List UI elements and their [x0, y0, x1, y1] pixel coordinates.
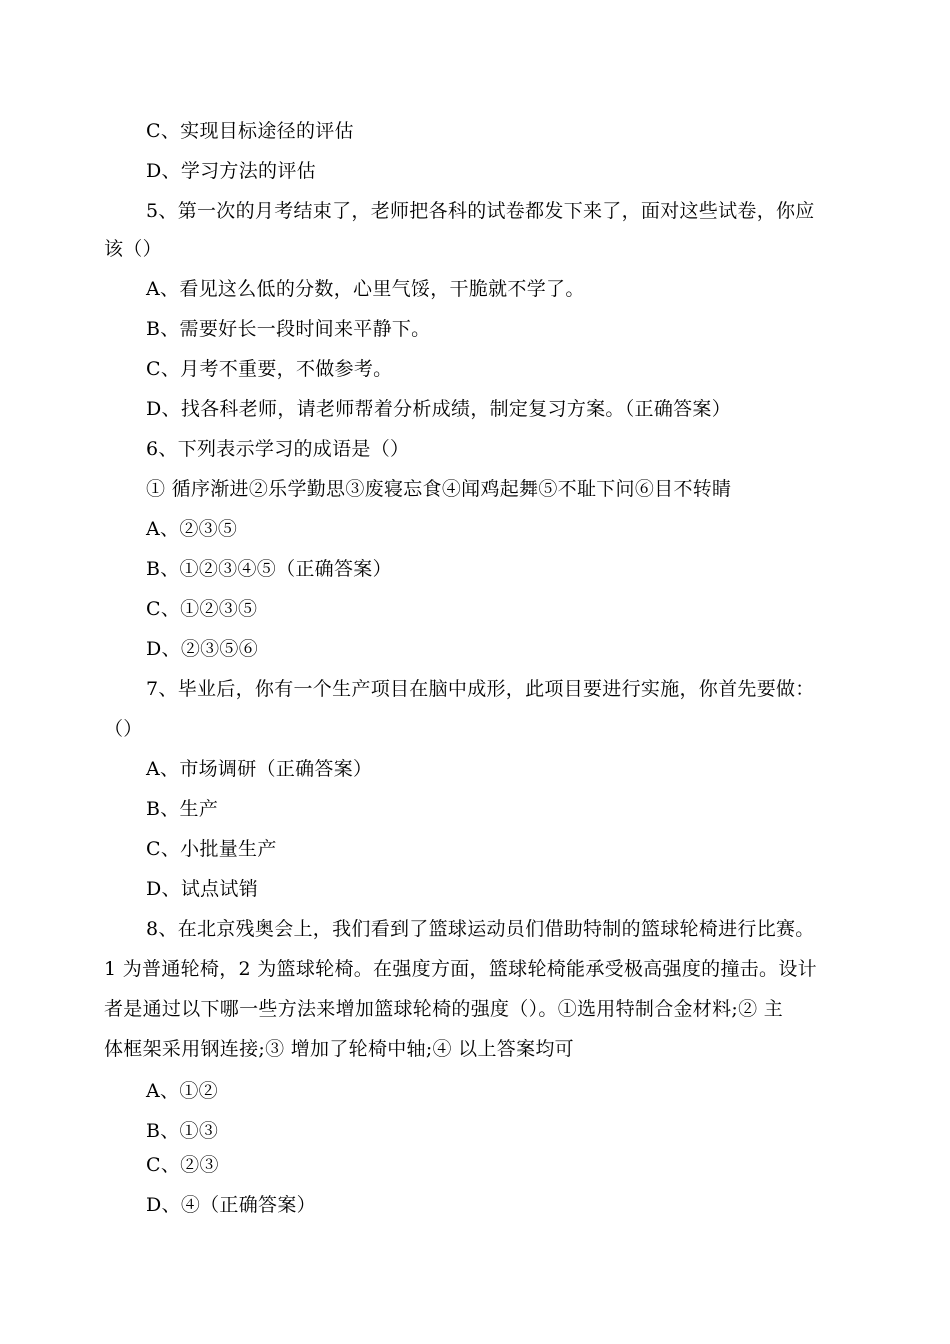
q6-option-d: D、②③⑤⑥: [146, 638, 259, 660]
q6-idiom-list: ① 循序渐进②乐学勤思③废寝忘食④闻鸡起舞⑤不耻下问⑥目不转睛: [146, 478, 732, 500]
q8-stem-line2: 1 为普通轮椅，2 为篮球轮椅。在强度方面，篮球轮椅能承受极高强度的撞击。设计: [104, 958, 817, 980]
q7-option-b: B、生产: [146, 798, 219, 820]
q6-option-b: B、①②③④⑤（正确答案）: [146, 558, 392, 580]
q7-option-a: A、市场调研（正确答案）: [146, 758, 373, 780]
q8-option-b: B、①③: [146, 1120, 219, 1142]
q5-option-d: D、找各科老师，请老师帮着分析成绩，制定复习方案。（正确答案）: [146, 398, 732, 420]
q6-stem: 6、下列表示学习的成语是（）: [146, 438, 410, 460]
q5-stem-line1: 5、第一次的月考结束了，老师把各科的试卷都发下来了，面对这些试卷，你应: [146, 200, 815, 222]
q8-stem-line1: 8、在北京残奥会上，我们看到了篮球运动员们借助特制的篮球轮椅进行比赛。: [146, 918, 815, 940]
q8-option-c: C、②③: [146, 1154, 219, 1176]
q7-option-c: C、小批量生产: [146, 838, 277, 860]
q7-stem-line2: （）: [104, 718, 143, 740]
q5-option-b: B、需要好长一段时间来平静下。: [146, 318, 431, 340]
q5-stem-line2: 该（）: [104, 238, 162, 260]
q8-option-a: A、①②: [146, 1080, 218, 1102]
q5-option-a: A、看见这么低的分数，心里气馁，干脆就不学了。: [146, 278, 585, 300]
q4-option-d: D、学习方法的评估: [146, 160, 316, 182]
q6-option-c: C、①②③⑤: [146, 598, 258, 620]
q5-option-c: C、月考不重要，不做参考。: [146, 358, 393, 380]
q7-option-d: D、试点试销: [146, 878, 259, 900]
q8-stem-line4: 体框架采用钢连接;③ 增加了轮椅中轴;④ 以上答案均可: [104, 1038, 574, 1060]
q8-stem-line3: 者是通过以下哪一些方法来增加篮球轮椅的强度（）。①选用特制合金材料;② 主: [104, 998, 784, 1020]
q8-option-d: D、④（正确答案）: [146, 1194, 316, 1216]
q4-option-c: C、实现目标途径的评估: [146, 120, 354, 142]
q7-stem-line1: 7、毕业后，你有一个生产项目在脑中成形，此项目要进行实施，你首先要做：: [146, 678, 815, 700]
q6-option-a: A、②③⑤: [146, 518, 238, 540]
